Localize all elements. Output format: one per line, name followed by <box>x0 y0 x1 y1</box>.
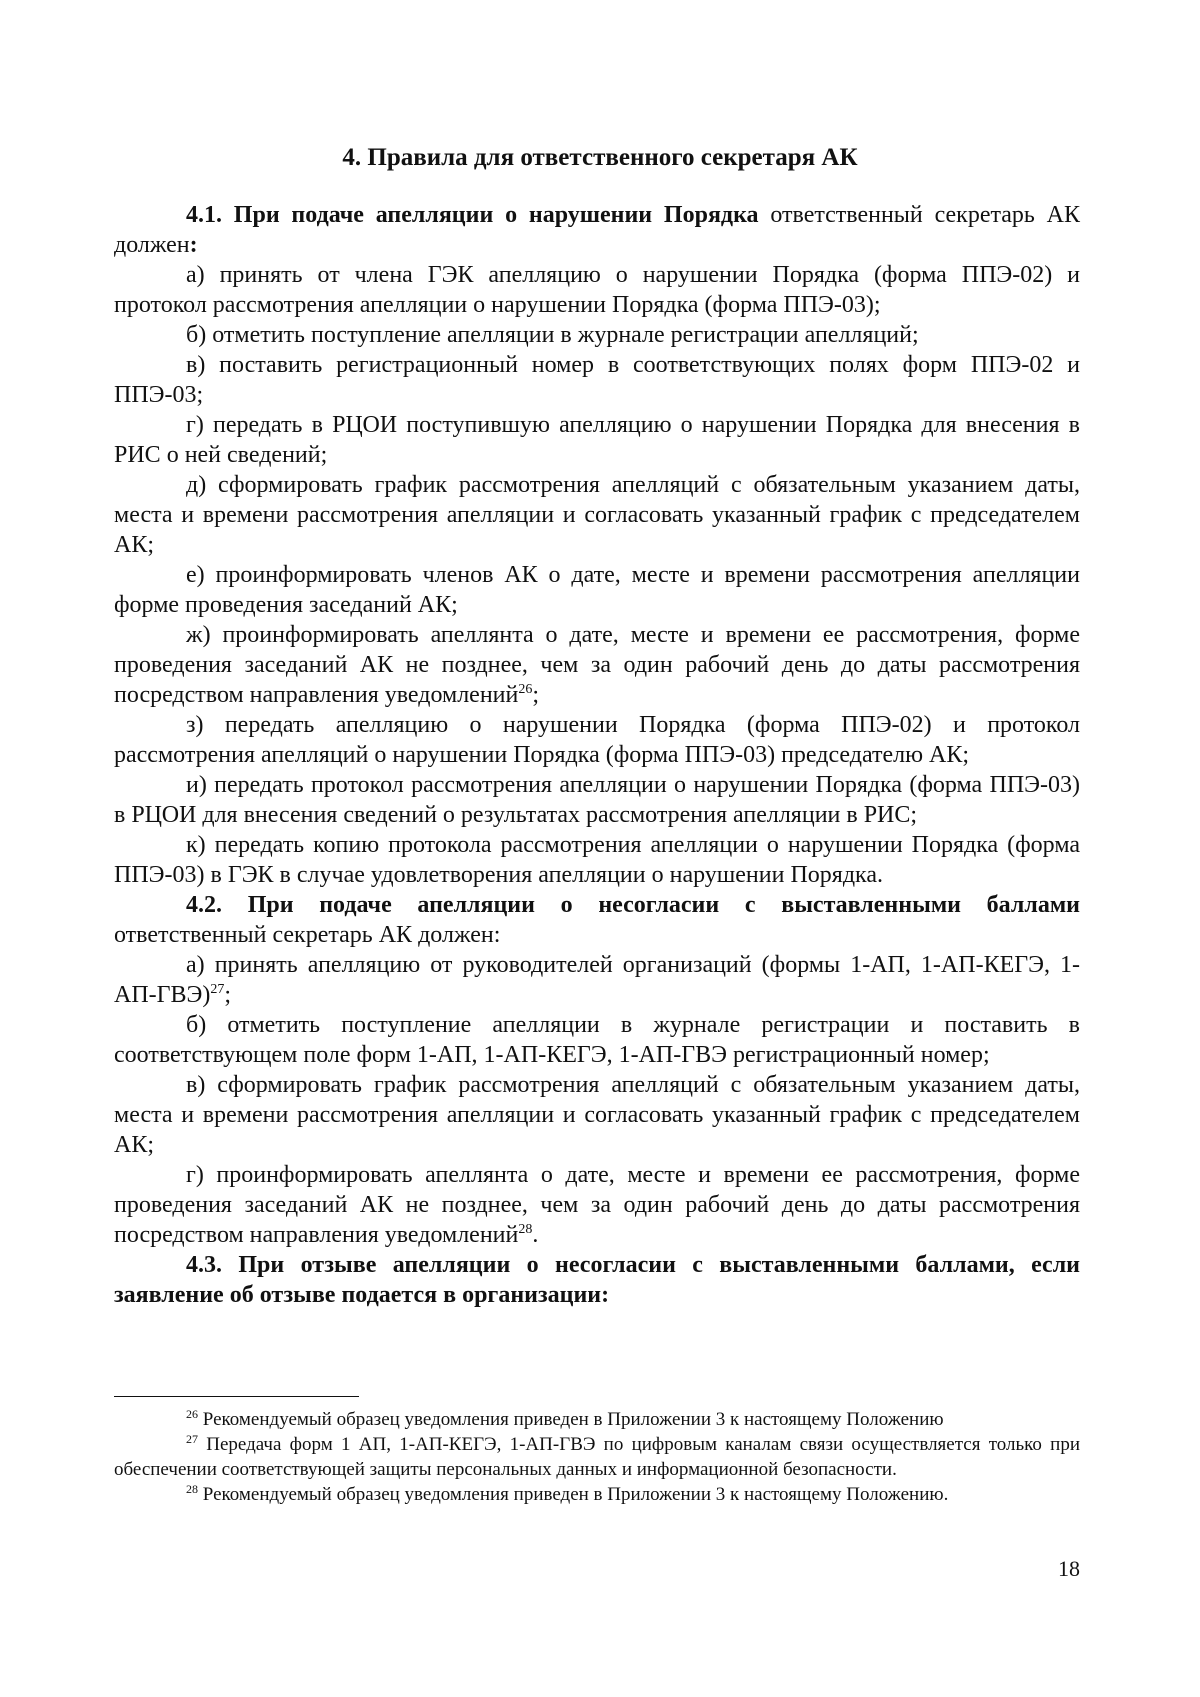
list-item-text: а) принять апелляцию от руководителей организаций (формы 1-АП, 1-АП-КЕГЭ, 1-АП-ГВЭ) <box>114 952 1080 1008</box>
footnote-ref[interactable]: 27 <box>210 982 225 997</box>
section-rest: ответственный секретарь АК должен: <box>114 922 501 948</box>
footnotes <box>114 1407 1080 1507</box>
section-number: 4.1. <box>186 202 222 228</box>
list-item <box>114 950 1080 1010</box>
footnote-text: Рекомендуемый образец уведомления приведен в Приложении 3 к настоящему Положению <box>198 1409 944 1430</box>
footnote-ref[interactable]: 28 <box>518 1222 533 1237</box>
list-item: а) принять от члена ГЭК апелляцию о нарушении Порядка (форма ППЭ-02) и протокол рассмотрения апелляции о нарушении Порядка (форма ППЭ-03); <box>114 262 1080 318</box>
paragraph-4-3 <box>114 1250 1080 1310</box>
list-item-text: г) проинформировать апеллянта о дате, месте и времени ее рассмотрения, форме проведения заседаний АК не позднее, чем за один рабочий день до даты рассмотрения посредством направления уведомлений <box>114 1162 1080 1248</box>
list-item-end: ; <box>532 682 540 708</box>
section-lead: При отзыве апелляции о несогласии с выставленными баллами, если заявление об отзыве подается в организации: <box>114 1252 1081 1308</box>
footnote-ref[interactable]: 26 <box>518 682 533 697</box>
paragraph-4-1 <box>114 200 1080 260</box>
paragraph-4-2 <box>114 890 1080 950</box>
section-rest: ответственный секретарь АК должен <box>114 202 1080 258</box>
list-item-end: . <box>532 1222 539 1248</box>
section-lead: При подаче апелляции о нарушении Порядка <box>233 202 759 228</box>
list-item: в) поставить регистрационный номер в соответствующих полях форм ППЭ-02 и ППЭ-03; <box>114 352 1080 408</box>
list-item-text: ж) проинформировать апеллянта о дате, месте и времени ее рассмотрения, форме проведения заседаний АК не позднее, чем за один рабочий день до даты рассмотрения посредством направления уведомлений <box>114 622 1080 708</box>
footnote-number: 28 <box>186 1482 198 1496</box>
section-number: 4.3. <box>186 1252 222 1278</box>
list-item: б) отметить поступление апелляции в журнале регистрации и поставить в соответствующем поле форм 1-АП, 1-АП-КЕГЭ, 1-АП-ГВЭ регистрационный номер; <box>114 1012 1080 1068</box>
section-lead: При подаче апелляции о несогласии с выставленными баллами <box>247 892 1080 918</box>
page-number: 18 <box>1058 1556 1080 1581</box>
list-item: в) сформировать график рассмотрения апелляций с обязательным указанием даты, места и времени рассмотрения апелляции и согласовать указанный график с председателем АК; <box>114 1072 1080 1158</box>
list-item <box>114 1160 1080 1250</box>
list-item: е) проинформировать членов АК о дате, месте и времени рассмотрения апелляции форме проведения заседаний АК; <box>114 562 1080 618</box>
list-item: г) передать в РЦОИ поступившую апелляцию о нарушении Порядка для внесения в РИС о ней сведений; <box>114 412 1080 468</box>
footnote-number: 26 <box>186 1407 198 1421</box>
footnote <box>114 1432 1080 1482</box>
list-item: и) передать протокол рассмотрения апелляции о нарушении Порядка (форма ППЭ-03) в РЦОИ для внесения сведений о результатах рассмотрения апелляции в РИС; <box>114 772 1080 828</box>
footnote-number: 27 <box>186 1432 198 1446</box>
main-text <box>114 200 1080 1310</box>
footnote-separator <box>114 1396 359 1397</box>
list-item: д) сформировать график рассмотрения апелляций с обязательным указанием даты, места и времени рассмотрения апелляции и согласовать указанный график с председателем АК; <box>114 472 1080 558</box>
footnote-text: Рекомендуемый образец уведомления приведен в Приложении 3 к настоящему Положению. <box>198 1484 949 1505</box>
list-item: б) отметить поступление апелляции в журнале регистрации апелляций; <box>186 322 919 348</box>
footnote-text: Передача форм 1 АП, 1-АП-КЕГЭ, 1-АП-ГВЭ по цифровым каналам связи осуществляется только при обеспечении соответствующей защиты персональных данных и информационной безопасности. <box>114 1434 1080 1480</box>
section-heading: 4. Правила для ответственного секретаря АК <box>342 144 858 171</box>
section-colon: : <box>189 232 198 258</box>
footnote <box>114 1482 1080 1507</box>
section-number: 4.2. <box>186 892 222 918</box>
list-item: з) передать апелляцию о нарушении Порядка (форма ППЭ-02) и протокол рассмотрения апелляций о нарушении Порядка (форма ППЭ-03) председателю АК; <box>114 712 1080 768</box>
list-item: к) передать копию протокола рассмотрения апелляции о нарушении Порядка (форма ППЭ-03) в ГЭК в случае удовлетворения апелляции о нарушении Порядка. <box>114 832 1080 888</box>
list-item-end: ; <box>224 982 232 1008</box>
list-item <box>114 620 1080 710</box>
footnote <box>114 1407 1080 1432</box>
